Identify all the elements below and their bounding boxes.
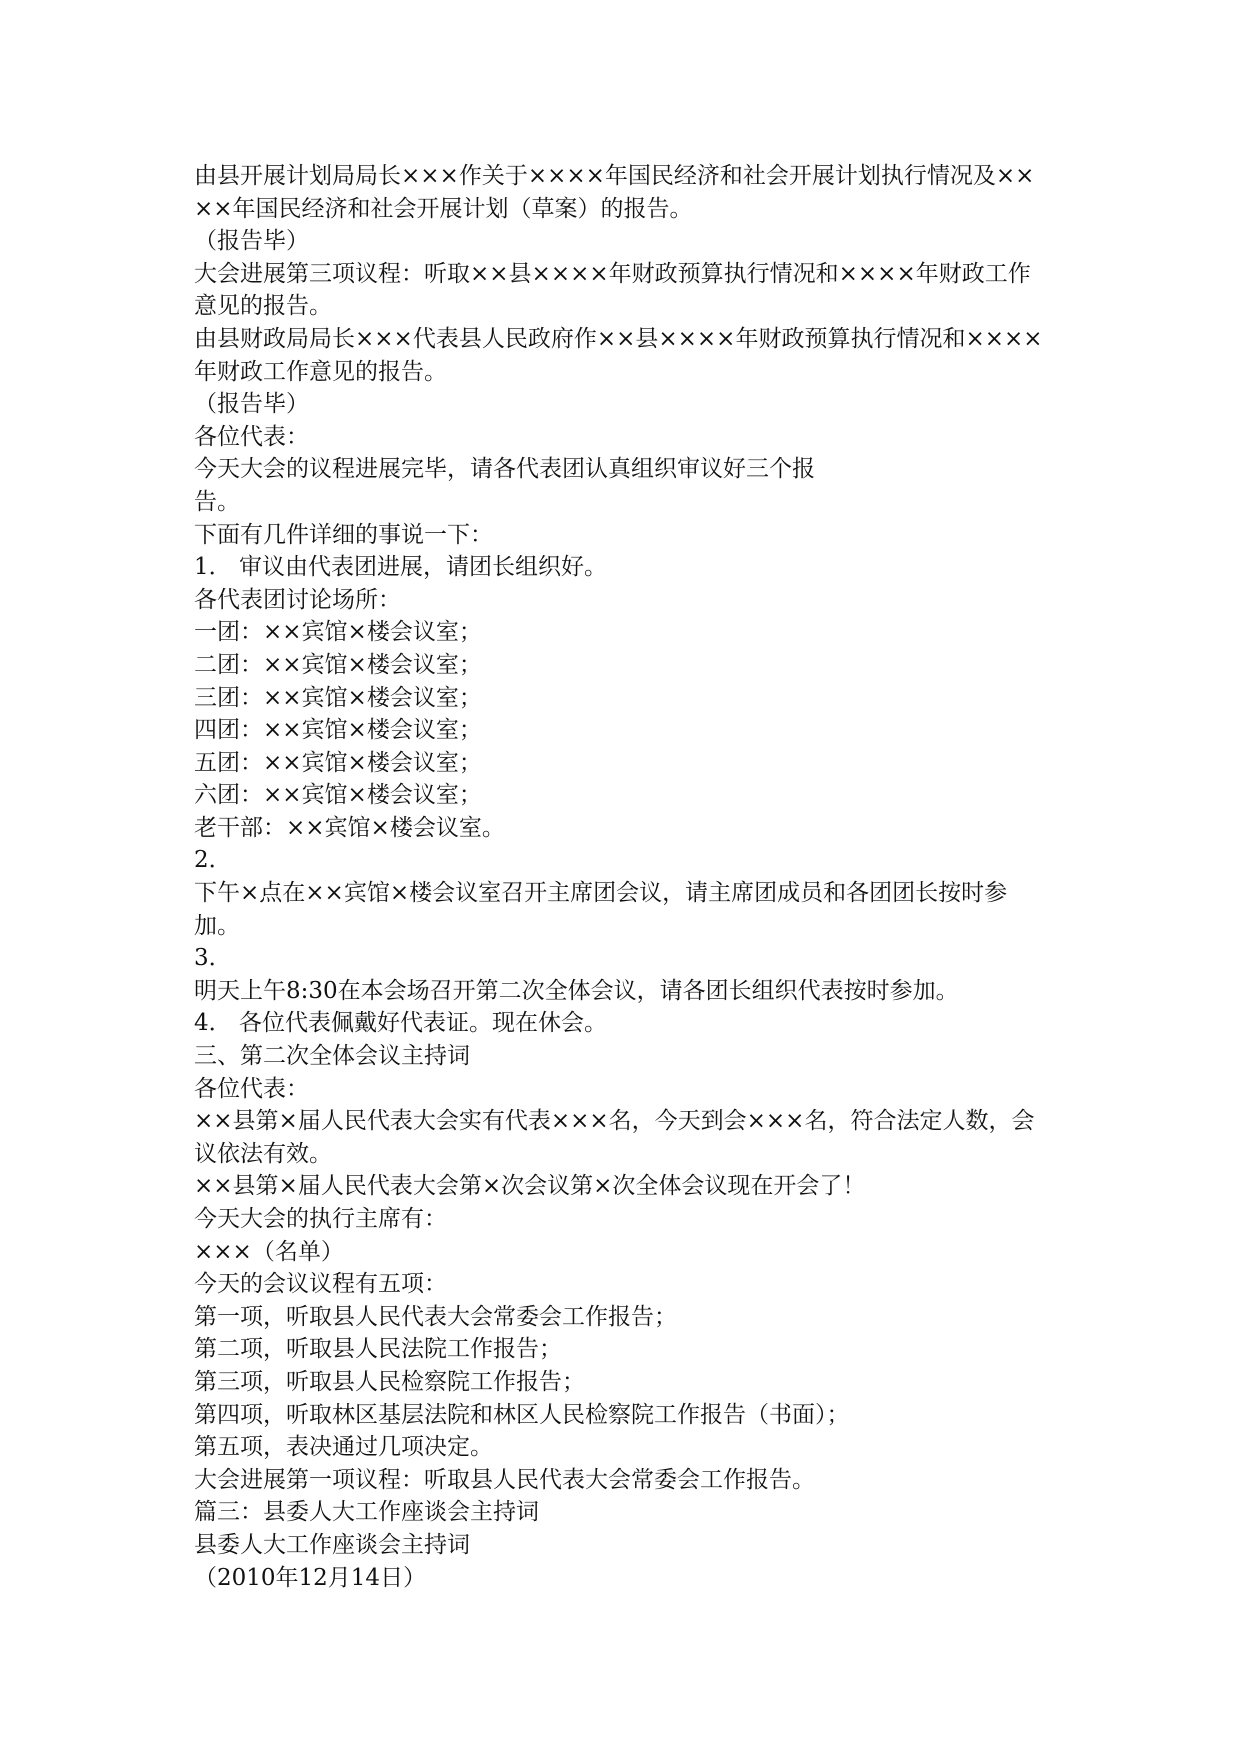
text-line: 4． 各位代表佩戴好代表证。现在休会。 <box>194 1010 607 1037</box>
document-date: （2010年12月14日） <box>194 1564 427 1591</box>
text-line: 各代表团讨论场所： <box>194 586 401 613</box>
text-line: 议依法有效。 <box>194 1140 332 1167</box>
text-line: ××县第×届人民代表大会实有代表×××名，今天到会×××名，符合法定人数，会 <box>194 1108 1035 1135</box>
section-heading: 篇三：县委人大工作座谈会主持词 <box>194 1499 539 1526</box>
text-line: ×××（名单） <box>194 1238 344 1265</box>
text-line: 下午×点在××宾馆×楼会议室召开主席团会议，请主席团成员和各团团长按时参 <box>194 880 1008 907</box>
text-line: 意见的报告。 <box>194 293 332 320</box>
section-heading: 三、第二次全体会议主持词 <box>194 1043 470 1070</box>
text-line: 今天大会的执行主席有： <box>194 1206 447 1232</box>
text-line: 二团：××宾馆×楼会议室； <box>194 651 482 678</box>
text-line: 三团：××宾馆×楼会议室； <box>194 684 482 711</box>
text-line: （报告毕） <box>194 391 309 418</box>
text-line: ××年国民经济和社会开展计划（草案）的报告。 <box>194 195 693 222</box>
document-body <box>194 160 1054 1594</box>
text-line: 第二项，听取县人民法院工作报告； <box>194 1336 562 1363</box>
text-line: 各位代表： <box>194 1075 309 1102</box>
text-line: 第三项，听取县人民检察院工作报告； <box>194 1368 585 1395</box>
text-line: 第五项，表决通过几项决定。 <box>194 1434 493 1461</box>
text-line: 明天上午8:30在本会场召开第二次全体会议，请各团长组织代表按时参加。 <box>194 977 959 1004</box>
text-line: 由县财政局局长×××代表县人民政府作××县××××年财政预算执行情况和×××× <box>194 325 1043 352</box>
text-line: 由县开展计划局局长×××作关于××××年国民经济和社会开展计划执行情况及×× <box>194 163 1035 189</box>
text-line: 第一项，听取县人民代表大会常委会工作报告； <box>194 1303 677 1330</box>
text-line: 年财政工作意见的报告。 <box>194 358 447 385</box>
text-line: 下面有几件详细的事说一下： <box>194 521 493 548</box>
text-line: 老干部：××宾馆×楼会议室。 <box>194 814 505 841</box>
text-line: 第四项，听取林区基层法院和林区人民检察院工作报告（书面）； <box>194 1401 850 1428</box>
text-line: 2． <box>194 847 232 874</box>
text-line: 今天的会议议程有五项： <box>194 1271 447 1298</box>
text-line: 六团：××宾馆×楼会议室； <box>194 782 482 809</box>
text-line: 大会进展第三项议程：听取××县××××年财政预算执行情况和××××年财政工作 <box>194 260 1031 287</box>
document-title: 县委人大工作座谈会主持词 <box>194 1531 470 1558</box>
text-line: ××县第×届人民代表大会第×次会议第×次全体会议现在开会了！ <box>194 1173 866 1200</box>
text-line: 大会进展第一项议程：听取县人民代表大会常委会工作报告。 <box>194 1466 815 1493</box>
text-line: 五团：××宾馆×楼会议室； <box>194 749 482 776</box>
text-line: 3． <box>194 945 232 972</box>
text-line: 四团：××宾馆×楼会议室； <box>194 717 482 744</box>
text-line: 今天大会的议程进展完毕，请各代表团认真组织审议好三个报 <box>194 456 815 483</box>
text-line: （报告毕） <box>194 228 309 255</box>
text-line: 各位代表： <box>194 423 309 450</box>
text-line: 1． 审议由代表团进展，请团长组织好。 <box>194 554 607 581</box>
text-line: 加。 <box>194 912 240 939</box>
text-line: 告。 <box>194 488 240 515</box>
text-line: 一团：××宾馆×楼会议室； <box>194 619 482 646</box>
